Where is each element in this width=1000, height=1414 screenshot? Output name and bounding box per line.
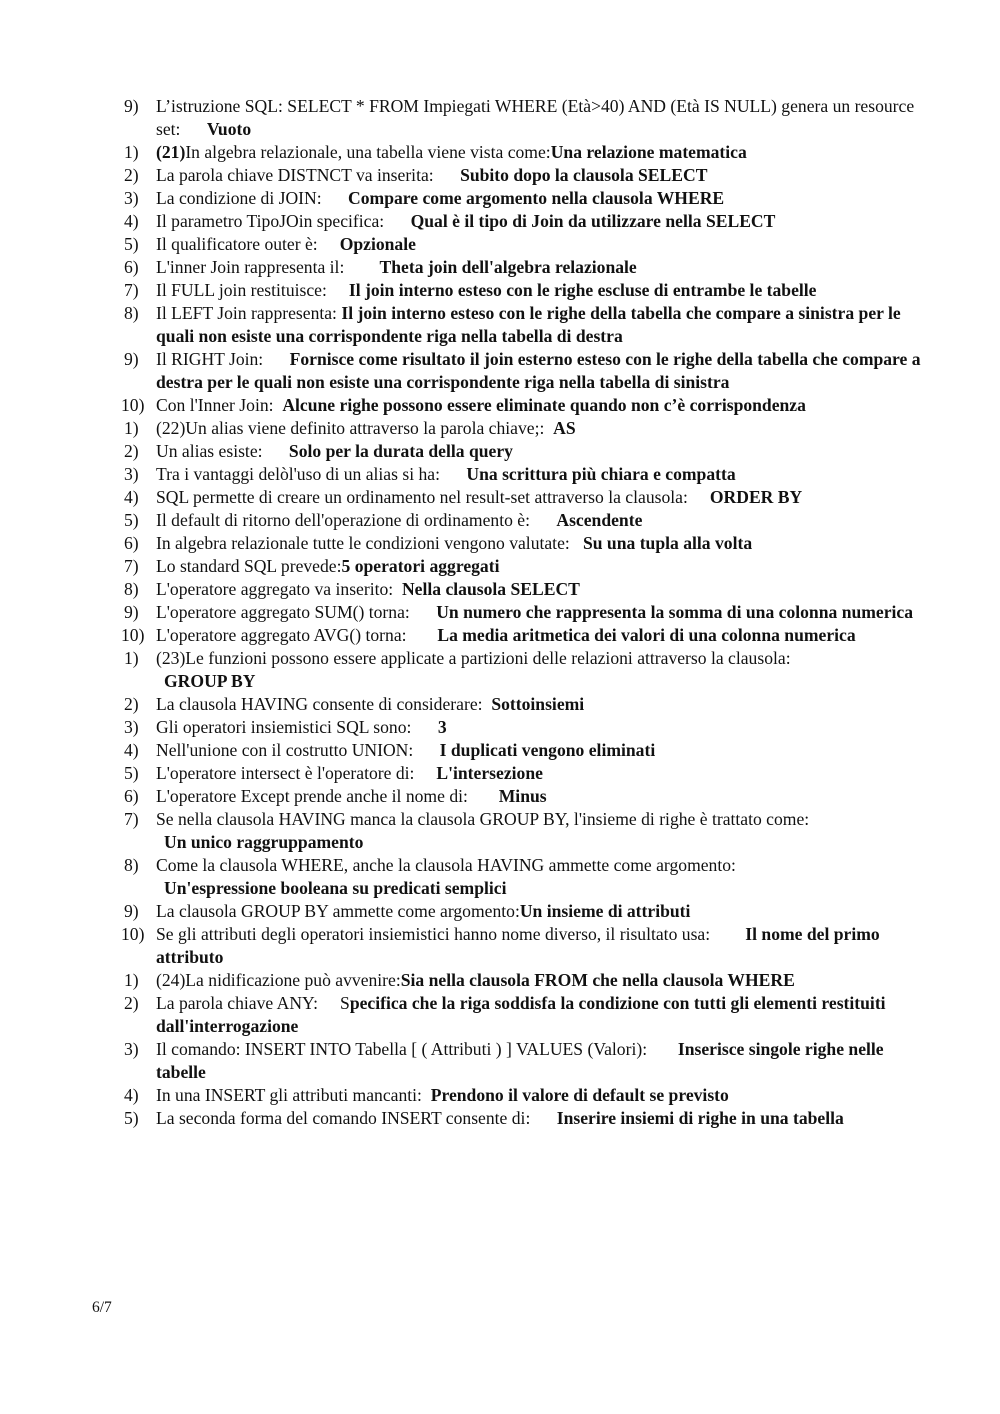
question-text: Tra i vantaggi delòl'uso di un alias si ha:	[156, 464, 467, 484]
item-text	[156, 417, 926, 440]
item-number: 4)	[124, 487, 139, 507]
answer-text: pecifica che la riga soddisfa la condizione con tutti gli elementi restituiti dall'interrogazione	[156, 993, 890, 1036]
question-text: L'operatore aggregato AVG() torna:	[156, 625, 438, 645]
item-number: 10)	[121, 924, 145, 944]
answer-text: Il join interno esteso con le righe della tabella che compare a sinistra per le quali non esiste una corrispondente riga nella tabella di destra	[156, 303, 906, 346]
item-number: 5)	[124, 510, 139, 530]
list-item	[0, 348, 1000, 394]
item-number: 8)	[124, 303, 139, 323]
question-text: L'operatore aggregato SUM() torna:	[156, 602, 437, 622]
item-number: 3)	[124, 188, 139, 208]
item-number: 2)	[124, 165, 139, 185]
item-number: 9)	[124, 96, 139, 116]
item-text	[156, 716, 926, 739]
answer-text: Subito dopo la clausola SELECT	[460, 165, 708, 185]
answer-text: Ascendente	[556, 510, 643, 530]
question-text: Il LEFT Join rappresenta:	[156, 303, 342, 323]
question-text: Se gli attributi degli operatori insiemistici hanno nome diverso, il risultato usa:	[156, 924, 746, 944]
item-number: 3)	[124, 464, 139, 484]
item-text	[156, 923, 926, 969]
question-text: Il comando: INSERT INTO Tabella [ ( Attributi ) ] VALUES (Valori):	[156, 1039, 678, 1059]
item-number: 10)	[121, 395, 145, 415]
question-text: L'inner Join rappresenta il:	[156, 257, 380, 277]
item-number: 8)	[124, 579, 139, 599]
question-text: Il default di ritorno dell'operazione di ordinamento è:	[156, 510, 557, 530]
item-text	[156, 302, 926, 348]
item-text	[156, 969, 926, 992]
answer-text: 5 operatori aggregati	[341, 556, 500, 576]
list-item	[0, 601, 1000, 624]
list-item	[0, 417, 1000, 440]
item-number: 1)	[124, 142, 139, 162]
list-item	[0, 233, 1000, 256]
item-number: 4)	[124, 1085, 139, 1105]
question-text: Nell'unione con il costrutto UNION:	[156, 740, 440, 760]
question-text: L'operatore Except prende anche il nome di:	[156, 786, 499, 806]
list-item	[0, 302, 1000, 348]
answer-text: Un'espressione booleana su predicati semplici	[164, 878, 507, 898]
item-text	[156, 1107, 926, 1130]
list-item	[0, 555, 1000, 578]
item-number: 6)	[124, 257, 139, 277]
item-text	[156, 463, 926, 486]
list-item	[0, 164, 1000, 187]
answer-text: Prendono il valore di default se previsto	[430, 1085, 729, 1105]
item-number: 1)	[124, 418, 139, 438]
answer-text: Minus	[498, 786, 547, 806]
item-text	[156, 394, 926, 417]
list-item	[0, 1084, 1000, 1107]
list-item	[0, 900, 1000, 923]
item-text	[156, 601, 926, 624]
question-text: La parola chiave ANY: S	[156, 993, 350, 1013]
item-text	[156, 624, 926, 647]
question-text: (23)Le funzioni possono essere applicate a partizioni delle relazioni attraverso la clausola:	[156, 648, 791, 668]
list-item	[0, 739, 1000, 762]
item-text	[156, 578, 926, 601]
item-number: 7)	[124, 809, 139, 829]
list-item	[0, 647, 1000, 693]
question-text: Il parametro TipoJOin specifica:	[156, 211, 411, 231]
answer-text: Vuoto	[206, 119, 252, 139]
item-text	[156, 486, 926, 509]
item-text	[156, 141, 926, 164]
list-item	[0, 992, 1000, 1038]
item-number: 10)	[121, 625, 145, 645]
item-text	[156, 900, 926, 923]
list-item	[0, 854, 1000, 900]
question-text: Con l'Inner Join:	[156, 395, 283, 415]
question-text: L’istruzione SQL: SELECT * FROM Impiegati WHERE (Età>40) AND (Età IS NULL) genera un resource set:	[156, 96, 919, 139]
item-text	[156, 854, 926, 900]
item-number: 3)	[124, 717, 139, 737]
question-text: Gli operatori insiemistici SQL sono:	[156, 717, 438, 737]
question-text: L'operatore intersect è l'operatore di:	[156, 763, 437, 783]
item-number: 9)	[124, 901, 139, 921]
question-text: La clausola HAVING consente di considerare:	[156, 694, 492, 714]
item-text	[156, 693, 926, 716]
item-number: 7)	[124, 556, 139, 576]
question-list	[0, 95, 1000, 1130]
item-text	[156, 555, 926, 578]
list-item	[0, 279, 1000, 302]
list-item	[0, 210, 1000, 233]
item-number: 4)	[124, 211, 139, 231]
item-number: 2)	[124, 694, 139, 714]
answer-text: Compare come argomento nella clausola WHERE	[348, 188, 725, 208]
answer-text: ORDER BY	[709, 487, 803, 507]
answer-text: Sottoinsiemi	[491, 694, 585, 714]
answer-text: Il nome del primo attributo	[156, 924, 885, 967]
section-marker: (21)	[156, 142, 186, 162]
question-text: Se nella clausola HAVING manca la clausola GROUP BY, l'insieme di righe è trattato come:	[156, 809, 810, 829]
item-text	[156, 785, 926, 808]
answer-text: GROUP BY	[164, 671, 256, 691]
answer-text: Alcune righe possono essere eliminate quando non c’è corrispondenza	[282, 395, 806, 415]
list-item	[0, 532, 1000, 555]
item-text	[156, 187, 926, 210]
question-text: Il RIGHT Join:	[156, 349, 290, 369]
list-item	[0, 256, 1000, 279]
list-item	[0, 693, 1000, 716]
question-text: (22)Un alias viene definito attraverso la parola chiave;:	[156, 418, 554, 438]
list-item	[0, 1038, 1000, 1084]
list-item	[0, 1107, 1000, 1130]
list-item	[0, 969, 1000, 992]
answer-text: Inserisce singole righe nelle tabelle	[156, 1039, 889, 1082]
answer-text: Una relazione matematica	[550, 142, 747, 162]
answer-text: Nella clausola SELECT	[401, 579, 580, 599]
question-text: La condizione di JOIN:	[156, 188, 349, 208]
list-item	[0, 486, 1000, 509]
list-item	[0, 440, 1000, 463]
list-item	[0, 624, 1000, 647]
question-text: SQL permette di creare un ordinamento nel result-set attraverso la clausola:	[156, 487, 710, 507]
item-text	[156, 509, 926, 532]
question-text: La clausola GROUP BY ammette come argomento:	[156, 901, 520, 921]
answer-text: Qual è il tipo di Join da utilizzare nella SELECT	[410, 211, 776, 231]
item-number: 6)	[124, 533, 139, 553]
item-text	[156, 348, 926, 394]
answer-text: Su una tupla alla volta	[582, 533, 753, 553]
item-number: 5)	[124, 234, 139, 254]
item-number: 4)	[124, 740, 139, 760]
item-number: 3)	[124, 1039, 139, 1059]
item-text	[156, 808, 926, 854]
answer-text: Sia nella clausola FROM che nella clausola WHERE	[400, 970, 795, 990]
item-number: 5)	[124, 1108, 139, 1128]
item-number: 7)	[124, 280, 139, 300]
answer-text: La media aritmetica dei valori di una colonna numerica	[437, 625, 856, 645]
answer-text: Il join interno esteso con le righe escluse di entrambe le tabelle	[348, 280, 817, 300]
item-number: 5)	[124, 763, 139, 783]
list-item	[0, 785, 1000, 808]
answer-text: Solo per la durata della query	[288, 441, 513, 461]
list-item	[0, 141, 1000, 164]
question-text: In una INSERT gli attributi mancanti:	[156, 1085, 431, 1105]
answer-text: AS	[553, 418, 576, 438]
list-item	[0, 762, 1000, 785]
question-text: In algebra relazionale tutte le condizioni vengono valutate:	[156, 533, 583, 553]
question-text: La parola chiave DISTNCT va inserita:	[156, 165, 461, 185]
answer-text: Fornisce come risultato il join esterno esteso con le righe della tabella che compare a destra per le quali non esiste una corrispondente riga nella tabella di sinistra	[156, 349, 925, 392]
item-text	[156, 256, 926, 279]
item-text	[156, 647, 926, 693]
item-text	[156, 279, 926, 302]
item-text	[156, 210, 926, 233]
answer-text: L'intersezione	[436, 763, 543, 783]
page-number: 6/7	[92, 1299, 112, 1316]
item-number: 1)	[124, 970, 139, 990]
list-item	[0, 923, 1000, 969]
item-number: 2)	[124, 441, 139, 461]
question-text: L'operatore aggregato va inserito:	[156, 579, 402, 599]
question-text: Un alias esiste:	[156, 441, 289, 461]
answer-text: Una scrittura più chiara e compatta	[466, 464, 736, 484]
question-text: Come la clausola WHERE, anche la clausola HAVING ammette come argomento:	[156, 855, 736, 875]
item-number: 2)	[124, 993, 139, 1013]
answer-text: 3	[437, 717, 447, 737]
question-text: Il FULL join restituisce:	[156, 280, 349, 300]
item-number: 1)	[124, 648, 139, 668]
list-item	[0, 716, 1000, 739]
item-text	[156, 739, 926, 762]
question-text: (24)La nidificazione può avvenire:	[156, 970, 401, 990]
list-item	[0, 808, 1000, 854]
item-number: 8)	[124, 855, 139, 875]
item-text	[156, 164, 926, 187]
item-text	[156, 992, 926, 1038]
item-text	[156, 233, 926, 256]
item-number: 9)	[124, 349, 139, 369]
item-text	[156, 1038, 926, 1084]
list-item	[0, 463, 1000, 486]
question-text: Il qualificatore outer è:	[156, 234, 340, 254]
question-text: In algebra relazionale, una tabella viene vista come:	[185, 142, 551, 162]
list-item	[0, 394, 1000, 417]
item-number: 9)	[124, 602, 139, 622]
answer-text: Un unico raggruppamento	[164, 832, 364, 852]
answer-text: Opzionale	[339, 234, 416, 254]
answer-text: Theta join dell'algebra relazionale	[379, 257, 637, 277]
item-text	[156, 440, 926, 463]
answer-text: Un numero che rappresenta la somma di una colonna numerica	[436, 602, 914, 622]
list-item	[0, 187, 1000, 210]
list-item	[0, 578, 1000, 601]
list-item	[0, 95, 1000, 141]
question-text: La seconda forma del comando INSERT consente di:	[156, 1108, 557, 1128]
answer-text: Un insieme di attributi	[519, 901, 691, 921]
list-item	[0, 509, 1000, 532]
item-text	[156, 1084, 926, 1107]
item-text	[156, 532, 926, 555]
item-text	[156, 95, 926, 141]
answer-text: I duplicati vengono eliminati	[439, 740, 656, 760]
answer-text: Inserire insiemi di righe in una tabella	[556, 1108, 844, 1128]
item-number: 6)	[124, 786, 139, 806]
item-text	[156, 762, 926, 785]
question-text: Lo standard SQL prevede:	[156, 556, 342, 576]
